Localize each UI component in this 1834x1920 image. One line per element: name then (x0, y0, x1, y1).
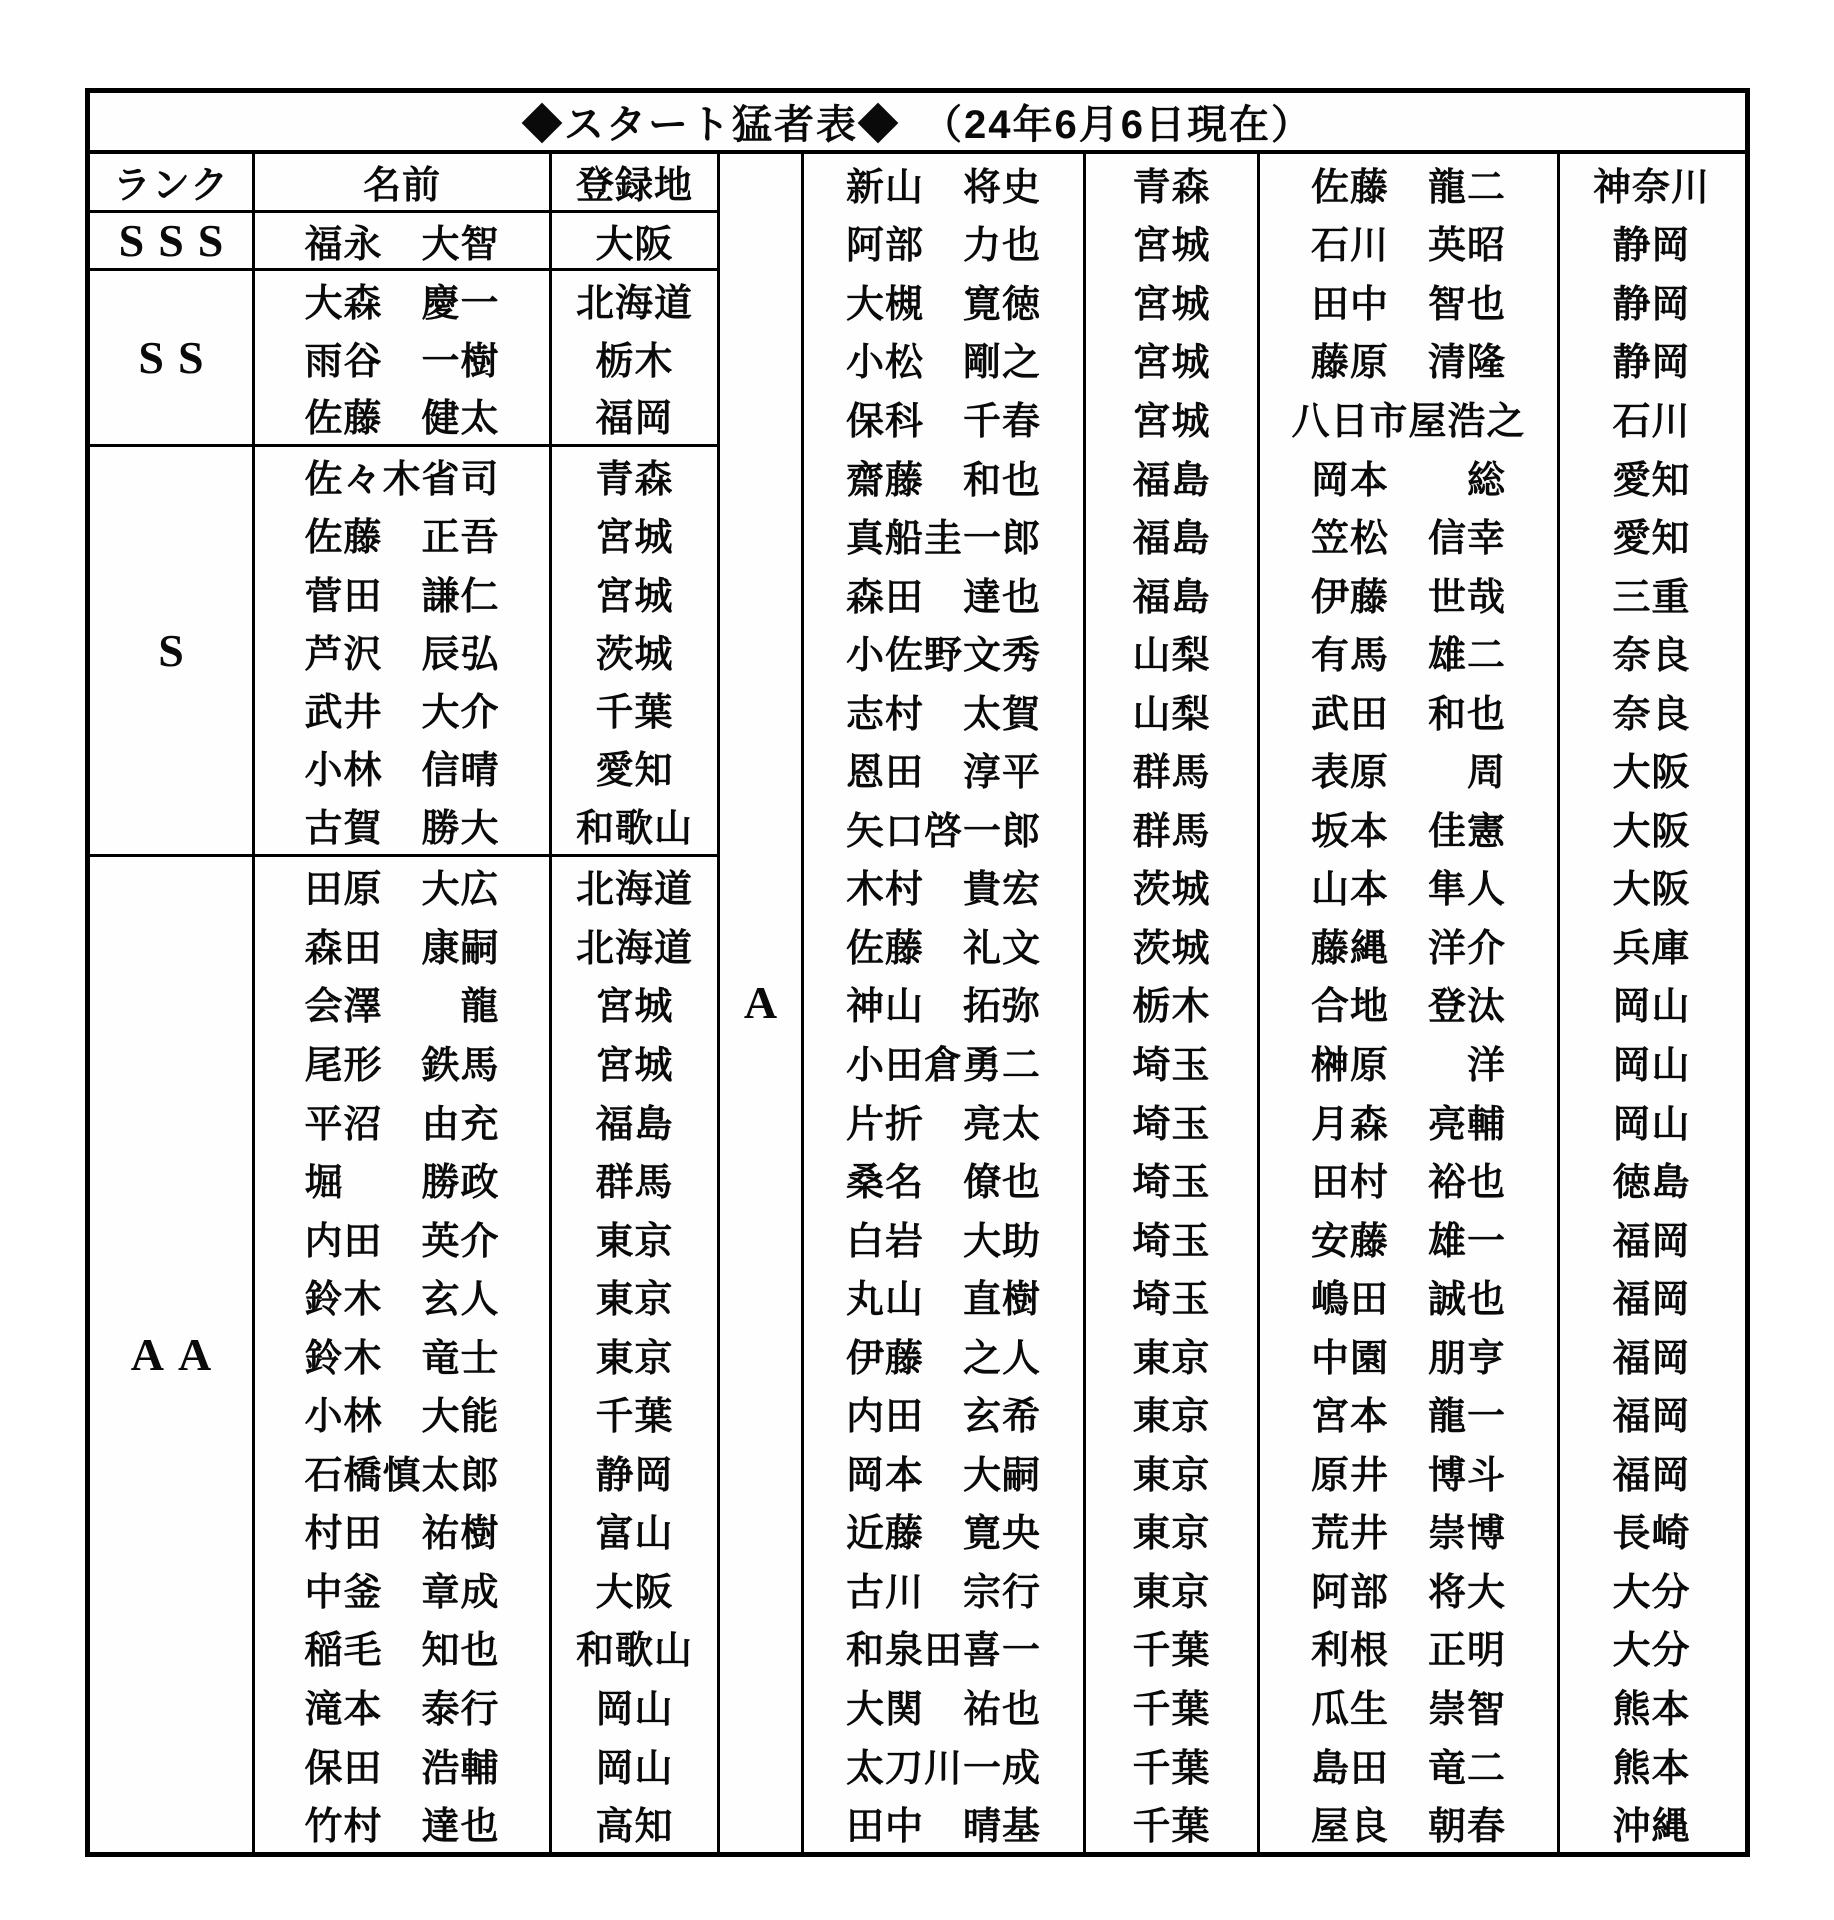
table-body (90, 154, 1745, 1852)
racer-prefecture: 千葉 (1132, 1630, 1211, 1673)
racer-name: 神山 拓弥 (845, 986, 1041, 1029)
racer-prefecture: 宮城 (595, 986, 674, 1029)
racer-name: 菅田 謙仁 (304, 575, 500, 618)
racer-prefecture: 千葉 (1132, 1806, 1211, 1849)
name-group-s (255, 447, 552, 857)
racer-name: 伊藤 世哉 (1310, 576, 1506, 619)
racer-prefecture: 宮城 (1132, 225, 1211, 268)
racer-prefecture: 岡山 (595, 1689, 674, 1732)
racer-name: 佐藤 龍二 (1310, 166, 1506, 209)
racer-prefecture: 山梨 (1132, 635, 1211, 678)
racer-prefecture: 福岡 (1612, 1454, 1691, 1497)
racer-name: 森田 康嗣 (304, 927, 500, 970)
racer-name: 瓜生 崇智 (1310, 1688, 1506, 1731)
racer-prefecture: 静岡 (1612, 342, 1691, 385)
racer-prefecture: 奈良 (1612, 693, 1691, 736)
racer-name: 内田 英介 (304, 1220, 500, 1263)
racer-name: 恩田 淳平 (845, 752, 1041, 795)
rank-column-header: ランク (90, 154, 255, 213)
racer-name: 岡本 大嗣 (845, 1454, 1041, 1497)
racer-name: 武井 大介 (304, 691, 500, 734)
racer-prefecture: 大阪 (595, 1571, 674, 1614)
racer-prefecture: 愛知 (1612, 459, 1691, 502)
racer-name: 佐藤 正吾 (304, 517, 500, 560)
place-group-aa (552, 857, 720, 1852)
racer-name: 内田 玄希 (845, 1396, 1041, 1439)
rank-label-s: S (90, 447, 255, 857)
racer-name: 大関 祐也 (845, 1688, 1041, 1731)
name-group-sss (255, 213, 552, 272)
racer-name: 佐々木省司 (304, 459, 500, 502)
racer-prefecture: 東京 (1132, 1513, 1211, 1556)
racer-prefecture: 東京 (1132, 1454, 1211, 1497)
racer-prefecture: 熊本 (1612, 1688, 1691, 1731)
racer-prefecture: 東京 (1132, 1337, 1211, 1380)
racer-name: 平沼 由充 (304, 1103, 500, 1146)
racer-prefecture: 北海道 (575, 869, 693, 912)
racer-name: 白岩 大助 (845, 1220, 1041, 1263)
racer-prefecture: 群馬 (1132, 752, 1211, 795)
racer-name: 堀 勝政 (304, 1162, 500, 1205)
racer-name: 表原 周 (1310, 752, 1506, 795)
racer-name: 稲毛 知也 (304, 1630, 500, 1673)
racer-name: 矢口啓一郎 (845, 810, 1041, 853)
racer-prefecture: 埼玉 (1132, 1103, 1211, 1146)
racer-prefecture: 福島 (1132, 576, 1211, 619)
racer-prefecture: 長崎 (1612, 1513, 1691, 1556)
racer-name: 中釜 章成 (304, 1571, 500, 1614)
racer-prefecture: 東京 (595, 1337, 674, 1380)
rank-label-a: A (720, 154, 804, 1852)
racer-name: 古賀 勝大 (304, 808, 500, 851)
racer-prefecture: 兵庫 (1612, 927, 1691, 970)
racer-prefecture: 宮城 (1132, 342, 1211, 385)
racer-prefecture: 埼玉 (1132, 1044, 1211, 1087)
racer-name: 木村 貴宏 (845, 869, 1041, 912)
racer-name: 小田倉勇二 (845, 1044, 1041, 1087)
name-group-aa (255, 857, 552, 1852)
racer-prefecture: 埼玉 (1132, 1162, 1211, 1205)
racer-name: 石橋慎太郎 (304, 1454, 500, 1497)
racer-prefecture: 福岡 (1612, 1220, 1691, 1263)
racer-name: 坂本 佳憲 (1310, 810, 1506, 853)
racer-prefecture: 大阪 (1612, 752, 1691, 795)
racer-prefecture: 石川 (1612, 400, 1691, 443)
racer-name: 田原 大広 (304, 869, 500, 912)
place-column-2 (1560, 154, 1743, 1852)
racer-prefecture: 東京 (595, 1279, 674, 1322)
racer-prefecture: 東京 (1132, 1571, 1211, 1614)
racer-name: 小佐野文秀 (845, 635, 1041, 678)
racer-name: 竹村 達也 (304, 1806, 500, 1849)
name-column-1 (804, 154, 1086, 1852)
racer-name: 阿部 力也 (845, 225, 1041, 268)
place-column-1 (1086, 154, 1260, 1852)
racer-name: 桑名 僚也 (845, 1162, 1041, 1205)
racer-prefecture: 熊本 (1612, 1747, 1691, 1790)
racer-name: 有馬 雄二 (1310, 635, 1506, 678)
racer-name: 滝本 泰行 (304, 1689, 500, 1732)
racer-name: 藤原 清隆 (1310, 342, 1506, 385)
racer-name: 和泉田喜一 (845, 1630, 1041, 1673)
racer-prefecture: 和歌山 (575, 1630, 693, 1673)
racer-prefecture: 北海道 (575, 283, 693, 326)
racer-prefecture: 福岡 (1612, 1279, 1691, 1322)
racer-name: 村田 祐樹 (304, 1513, 500, 1556)
racer-prefecture: 福岡 (1612, 1396, 1691, 1439)
racer-name: 太刀川一成 (845, 1747, 1041, 1790)
racer-name: 会澤 龍 (304, 986, 500, 1029)
racer-prefecture: 茨城 (1132, 927, 1211, 970)
racer-prefecture: 千葉 (1132, 1688, 1211, 1731)
racer-name: 片折 亮太 (845, 1103, 1041, 1146)
rank-label-sss: SSS (90, 213, 255, 272)
racer-name: 藤縄 洋介 (1310, 927, 1506, 970)
racer-prefecture: 東京 (1132, 1396, 1211, 1439)
racer-name: 屋良 朝春 (1310, 1806, 1506, 1849)
racer-prefecture: 栃木 (1132, 986, 1211, 1029)
racer-name: 八日市屋浩之 (1291, 400, 1526, 443)
racer-prefecture: 静岡 (595, 1454, 674, 1497)
place-column-header: 登録地 (552, 154, 720, 213)
racer-prefecture: 群馬 (1132, 810, 1211, 853)
name-group-ss (255, 271, 552, 447)
racer-name: 阿部 将大 (1310, 1571, 1506, 1614)
racer-name: 月森 亮輔 (1310, 1103, 1506, 1146)
racer-name: 笠松 信幸 (1310, 518, 1506, 561)
racer-prefecture: 福島 (1132, 459, 1211, 502)
racer-name: 芦沢 辰弘 (304, 633, 500, 676)
racer-prefecture: 岡山 (1612, 1103, 1691, 1146)
racer-prefecture: 高知 (595, 1806, 674, 1849)
racer-name: 伊藤 之人 (845, 1337, 1041, 1380)
racer-name: 福永 大智 (304, 223, 500, 266)
racer-name: 保科 千春 (845, 400, 1041, 443)
place-group-s (552, 447, 720, 857)
racer-prefecture: 茨城 (1132, 869, 1211, 912)
racer-prefecture: 北海道 (575, 927, 693, 970)
racer-prefecture: 福島 (1132, 518, 1211, 561)
racer-name: 真船圭一郎 (845, 518, 1041, 561)
racer-name: 宮本 龍一 (1310, 1396, 1506, 1439)
racer-name: 古川 宗行 (845, 1571, 1041, 1614)
racer-prefecture: 福島 (595, 1103, 674, 1146)
racer-prefecture: 宮城 (595, 575, 674, 618)
racer-prefecture: 富山 (595, 1513, 674, 1556)
racer-name: 山本 隼人 (1310, 869, 1506, 912)
racer-prefecture: 岡山 (595, 1747, 674, 1790)
racer-name: 佐藤 健太 (304, 398, 500, 441)
rank-label-ss: SS (90, 271, 255, 447)
racer-name: 荒井 崇博 (1310, 1513, 1506, 1556)
racer-prefecture: 栃木 (595, 340, 674, 383)
racer-name: 榊原 洋 (1310, 1044, 1506, 1087)
start-experts-table (85, 88, 1750, 1857)
racer-name: 島田 竜二 (1310, 1747, 1506, 1790)
racer-prefecture: 青森 (1132, 166, 1211, 209)
racer-name: 田村 裕也 (1310, 1162, 1506, 1205)
racer-prefecture: 大阪 (1612, 869, 1691, 912)
racer-name: 合地 登汰 (1310, 986, 1506, 1029)
racer-name: 雨谷 一樹 (304, 340, 500, 383)
racer-name: 保田 浩輔 (304, 1747, 500, 1790)
racer-name: 丸山 直樹 (845, 1279, 1041, 1322)
racer-prefecture: 大分 (1612, 1571, 1691, 1614)
racer-prefecture: 宮城 (595, 517, 674, 560)
racer-name: 中園 朋亨 (1310, 1337, 1506, 1380)
racer-prefecture: 奈良 (1612, 635, 1691, 678)
racer-prefecture: 宮城 (1132, 283, 1211, 326)
racer-prefecture: 大阪 (595, 223, 674, 266)
racer-name: 原井 博斗 (1310, 1454, 1506, 1497)
name-column-header: 名前 (255, 154, 552, 213)
racer-prefecture: 愛知 (595, 749, 674, 792)
racer-name: 近藤 寛央 (845, 1513, 1041, 1556)
racer-name: 大槻 寛徳 (845, 283, 1041, 326)
racer-prefecture: 宮城 (595, 1045, 674, 1088)
racer-name: 大森 慶一 (304, 283, 500, 326)
racer-prefecture: 沖縄 (1612, 1806, 1691, 1849)
racer-prefecture: 千葉 (1132, 1747, 1211, 1790)
racer-name: 小松 剛之 (845, 342, 1041, 385)
racer-prefecture: 和歌山 (575, 808, 693, 851)
racer-name: 鈴木 玄人 (304, 1279, 500, 1322)
racer-prefecture: 青森 (595, 459, 674, 502)
racer-prefecture: 岡山 (1612, 1044, 1691, 1087)
racer-name: 武田 和也 (1310, 693, 1506, 736)
table-title: ◆スタート猛者表◆ （24年6月6日現在） (90, 93, 1745, 154)
racer-name: 田中 晴基 (845, 1806, 1041, 1849)
racer-name: 小林 信晴 (304, 749, 500, 792)
racer-prefecture: 茨城 (595, 633, 674, 676)
racer-prefecture: 山梨 (1132, 693, 1211, 736)
racer-name: 田中 智也 (1310, 283, 1506, 326)
racer-prefecture: 東京 (595, 1220, 674, 1263)
racer-prefecture: 静岡 (1612, 225, 1691, 268)
racer-name: 利根 正明 (1310, 1630, 1506, 1673)
racer-name: 石川 英昭 (1310, 225, 1506, 268)
racer-name: 森田 達也 (845, 576, 1041, 619)
racer-prefecture: 大分 (1612, 1630, 1691, 1673)
racer-name: 鈴木 竜士 (304, 1337, 500, 1380)
racer-prefecture: 徳島 (1612, 1162, 1691, 1205)
racer-prefecture: 埼玉 (1132, 1220, 1211, 1263)
rank-label-aa: AA (90, 857, 255, 1852)
racer-prefecture: 福岡 (595, 398, 674, 441)
racer-prefecture: 福岡 (1612, 1337, 1691, 1380)
racer-prefecture: 神奈川 (1592, 166, 1710, 209)
racer-name: 新山 将史 (845, 166, 1041, 209)
racer-name: 齋藤 和也 (845, 459, 1041, 502)
racer-name: 安藤 雄一 (1310, 1220, 1506, 1263)
racer-prefecture: 群馬 (595, 1162, 674, 1205)
racer-prefecture: 静岡 (1612, 283, 1691, 326)
racer-name: 尾形 鉄馬 (304, 1045, 500, 1088)
racer-name: 小林 大能 (304, 1396, 500, 1439)
racer-prefecture: 千葉 (595, 691, 674, 734)
racer-name: 佐藤 礼文 (845, 927, 1041, 970)
name-column-2 (1260, 154, 1560, 1852)
place-group-sss (552, 213, 720, 272)
racer-prefecture: 岡山 (1612, 986, 1691, 1029)
racer-prefecture: 宮城 (1132, 400, 1211, 443)
racer-prefecture: 愛知 (1612, 518, 1691, 561)
racer-name: 嶋田 誠也 (1310, 1279, 1506, 1322)
racer-name: 志村 太賀 (845, 693, 1041, 736)
place-group-ss (552, 271, 720, 447)
racer-prefecture: 埼玉 (1132, 1279, 1211, 1322)
racer-prefecture: 大阪 (1612, 810, 1691, 853)
racer-prefecture: 三重 (1612, 576, 1691, 619)
racer-prefecture: 千葉 (595, 1396, 674, 1439)
racer-name: 岡本 総 (1310, 459, 1506, 502)
